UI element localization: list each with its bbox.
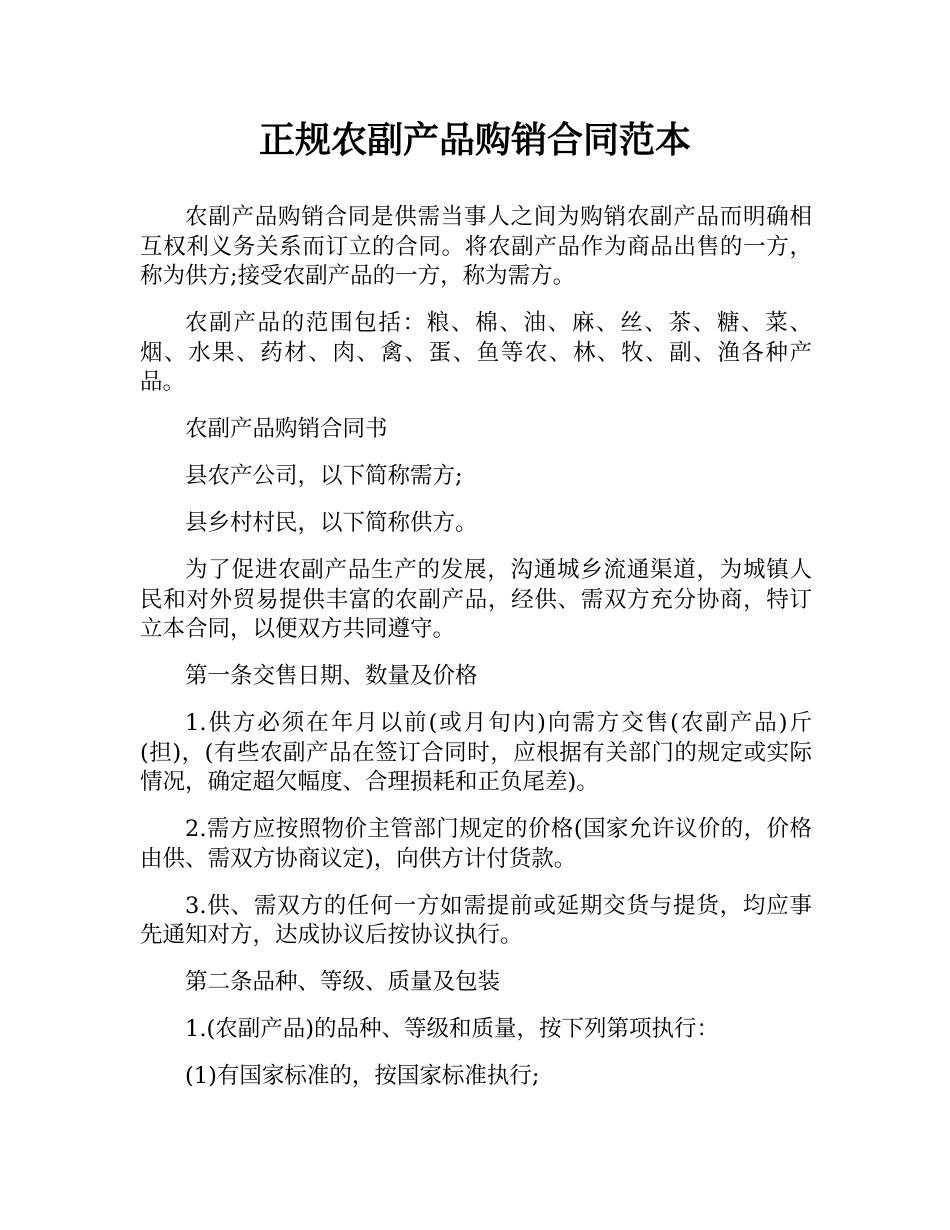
paragraph-contract-heading: 农副产品购销合同书: [185, 416, 388, 442]
article-1-clause-2: 2.需方应按照物价主管部门规定的价格(国家允许议价的，价格由供、需双方协商议定)，向供方计付货款。: [140, 816, 812, 872]
document-title: 正规农副产品购销合同范本: [258, 120, 691, 161]
paragraph-purpose: 为了促进农副产品生产的发展，沟通城乡流通渠道，为城镇人民和对外贸易提供丰富的农副产品，经供、需双方充分协商，特订立本合同，以便双方共同遵守。: [140, 557, 812, 642]
paragraph-scope: 农副产品的范围包括：粮、棉、油、麻、丝、茶、糖、菜、烟、水果、药材、肉、禽、蛋、鱼等农、林、牧、副、渔各种产品。: [140, 310, 812, 395]
article-2-clause-1: 1.(农副产品)的品种、等级和质量，按下列第项执行：: [185, 1016, 720, 1042]
paragraph-seller: 县乡村村民，以下简称供方。: [185, 510, 478, 536]
article-2-heading: 第二条品种、等级、质量及包装: [185, 969, 501, 995]
article-1-clause-1: 1.供方必须在年月以前(或月旬内)向需方交售(农副产品)斤(担)，(有些农副产品在签订合同时，应根据有关部门的规定或实际情况，确定超欠幅度、合理损耗和正负尾差)。: [140, 710, 812, 795]
paragraph-intro: 农副产品购销合同是供需当事人之间为购销农副产品而明确相互权利义务关系而订立的合同。将农副产品作为商品出售的一方，称为供方;接受农副产品的一方，称为需方。: [140, 204, 812, 289]
article-1-clause-3: 3.供、需双方的任何一方如需提前或延期交货与提货，均应事先通知对方，达成协议后按协议执行。: [140, 892, 812, 948]
article-1-heading: 第一条交售日期、数量及价格: [185, 663, 478, 689]
document-body: [140, 203, 812, 1109]
paragraph-buyer: 县农产公司，以下简称需方;: [185, 463, 463, 489]
article-2-subclause-1: (1)有国家标准的，按国家标准执行;: [185, 1063, 540, 1089]
